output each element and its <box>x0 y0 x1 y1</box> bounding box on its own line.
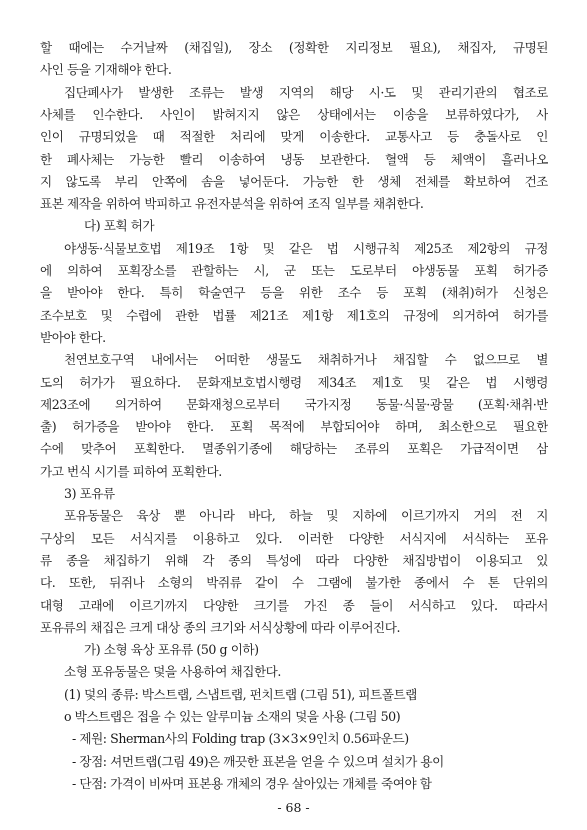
text-line: 가고 번식 시기를 피하여 포획한다. <box>40 463 222 479</box>
list-item: 소형 포유동물은 덫을 사용하여 채집한다. <box>64 664 281 680</box>
text-line: 한 폐사체는 가능한 빨리 이송하여 냉동 보관한다. 혈액 등 체액이 흘러나오 <box>40 151 548 167</box>
text-line: 천연보호구역 내에서는 어떠한 생물도 채취하거나 채집할 수 없으므로 별 <box>64 352 548 368</box>
text-line: 지 않도록 부리 안쪽에 솜을 넣어둔다. 가능한 한 생체 전체를 확보하여 건조 <box>40 173 548 189</box>
text-line: 받아야 한다. <box>40 329 106 345</box>
text-line: 인이 규명되었을 때 적절한 처리에 맞게 이송한다. 교통사고 등 충돌사로 인 <box>40 129 548 145</box>
text-line: 조수보호 및 수렵에 관한 법률 제21조 제1항 제1호의 규정에 의거하여 허가를 <box>40 307 548 323</box>
text-line: 제23조에 의거하여 문화재청으로부터 국가지정 동물·식물·광물 (포획·채취·반 <box>40 396 548 412</box>
text-line: 출) 허가증을 받아야 한다. 포획 목적에 부합되어야 하며, 최소한으로 필요한 <box>40 419 548 435</box>
text-line: 도의 허가가 필요하다. 문화재보호법시행령 제34조 제1호 및 같은 법 시행령 <box>40 374 548 390</box>
list-item: o 박스트랩은 접을 수 있는 알루미늄 소재의 덫을 사용 (그림 50) <box>64 709 401 724</box>
text-line: 다. 또한, 뒤쥐나 소형의 박쥐류 같이 수 그램에 불가한 종에서 수 톤 단위의 <box>40 575 548 591</box>
text-line: 사체를 인수한다. 사인이 밝혀지지 않은 상태에서는 이송을 보류하였다가, 사 <box>40 106 548 122</box>
text-line: 포유류의 채집은 크게 대상 종의 크기와 서식상황에 따라 이루어진다. <box>40 619 401 635</box>
list-item: - 단점: 가격이 비싸며 표본용 개체의 경우 살아있는 개체를 죽여야 함 <box>72 775 432 791</box>
list-item: (1) 덫의 종류: 박스트랩, 스냅트랩, 펀치트랩 (그림 51), 피트폴트랩 <box>64 686 417 702</box>
text-line: 집단폐사가 발생한 조류는 발생 지역의 해당 시·도 및 관리기관의 협조로 <box>64 84 548 100</box>
text-line: 수에 맞추어 포획한다. 멸종위기종에 해당하는 조류의 포획은 가급적이면 삼 <box>40 441 548 457</box>
text-line: 류 종을 채집하기 위해 각 종의 특성에 따라 다양한 채집방법이 이용되고 있 <box>40 552 548 568</box>
section-heading: 3) 포유류 <box>64 486 115 501</box>
section-heading: 다) 포획 허가 <box>84 218 155 234</box>
text-line: 사인 등을 기재해야 한다. <box>40 62 172 78</box>
text-line: 포유동물은 육상 뿐 아니라 바다, 하늘 및 지하에 이르기까지 거의 전 지 <box>64 508 548 524</box>
text-line: 표본 제작을 위하여 박피하고 유전자분석을 위하여 조직 일부를 채취한다. <box>40 196 424 212</box>
text-line: 에 의하여 포획장소를 관할하는 시, 군 또는 도로부터 야생동물 포획 허가증 <box>40 263 548 278</box>
text-line: 대형 고래에 이르기까지 다양한 크기를 가진 종 들이 서식하고 있다. 따라서 <box>40 597 548 613</box>
text-line: 야생동·식물보호법 제19조 1항 및 같은 법 시행규칙 제25조 제2항의 규정 <box>64 240 548 256</box>
text-line: 을 받아야 한다. 특히 학술연구 등을 위한 조수 등 포획 (채취)허가 신청은 <box>40 285 548 301</box>
page-number: - 68 - <box>277 800 310 815</box>
text-line: 할 때에는 수거날짜 (채집일), 장소 (정확한 지리정보 필요), 채집자, 규명된 <box>40 40 548 55</box>
list-item: - 제원: Sherman사의 Folding trap (3×3×9인치 0.56파운드) <box>72 731 409 747</box>
text-line: 구상의 모든 서식지를 이용하고 있다. 이러한 다양한 서식지에 서식하는 포유 <box>40 530 548 546</box>
section-heading: 가) 소형 육상 포유류 (50 g 이하) <box>84 642 259 658</box>
list-item: - 장점: 셔먼트랩(그림 49)은 깨끗한 표본을 얻을 수 있으며 설치가 용이 <box>72 753 444 769</box>
